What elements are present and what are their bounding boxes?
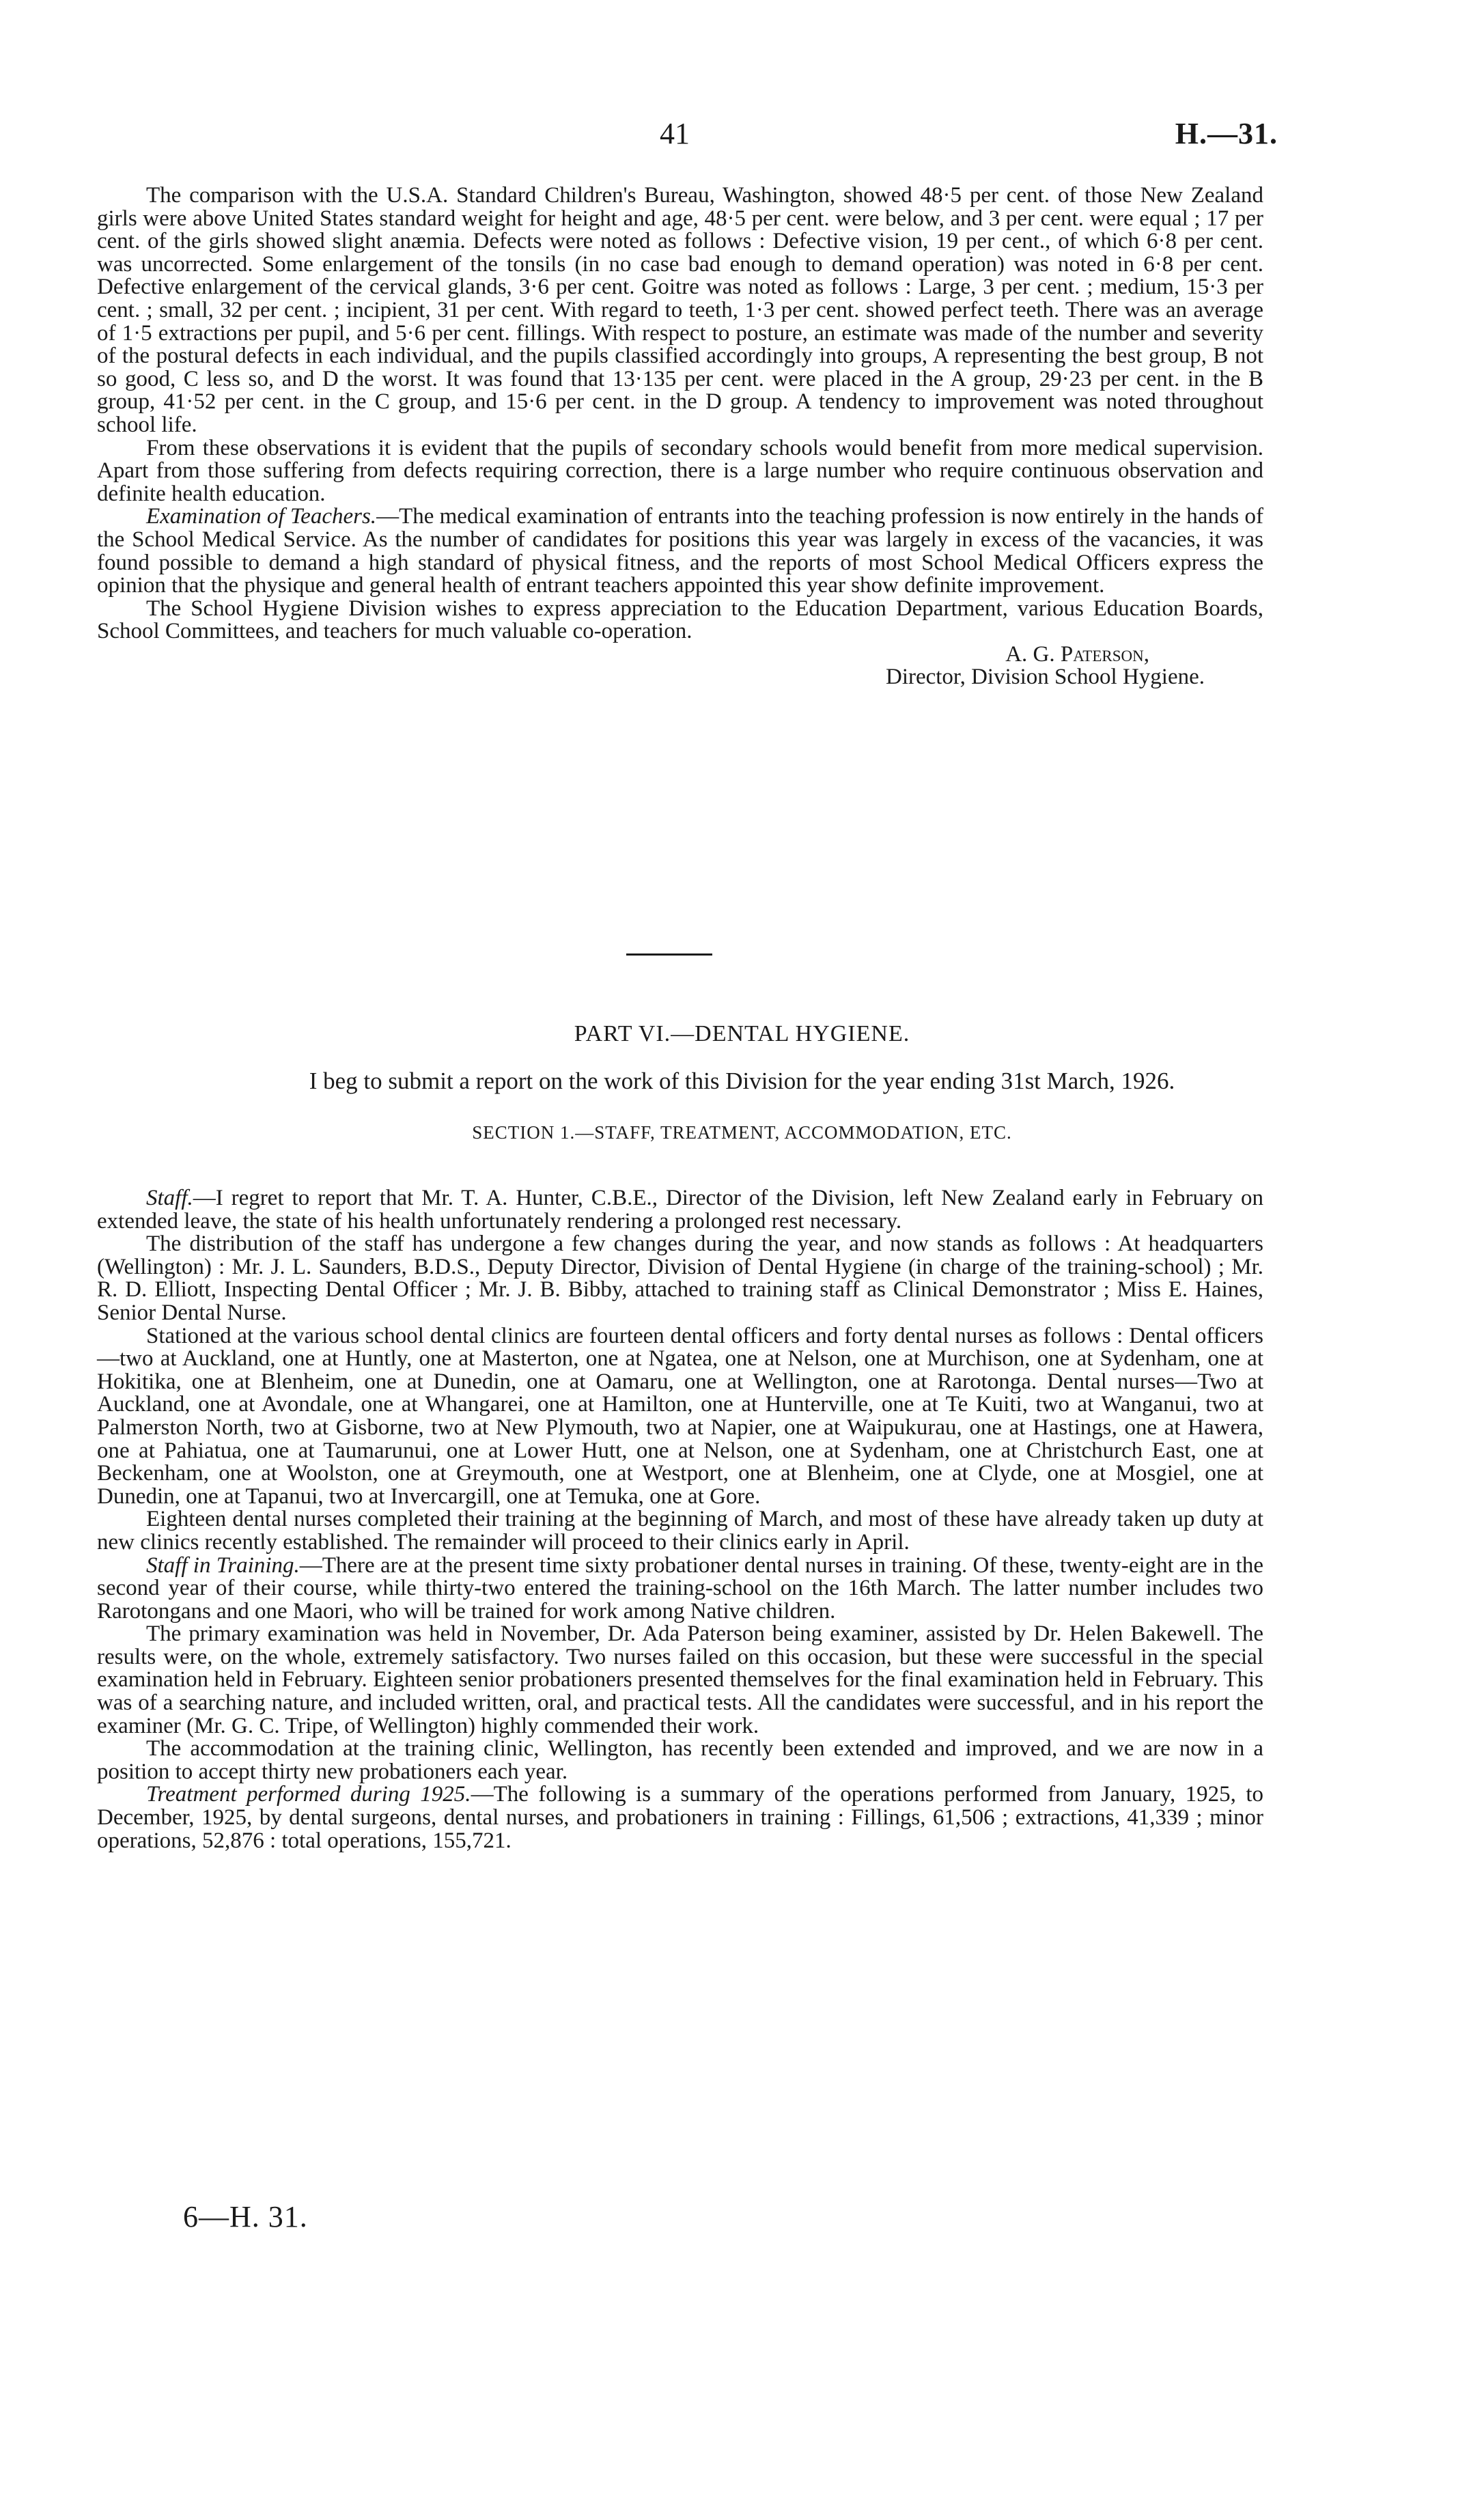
paragraph-text: —There are at the present time sixty probationer dental nurses in training. Of these, twenty-eight are in the second year of their course, while thirty-two entered the training-school on the 16th March. The latter number includes two Rarotongans and one Maori, who will be trained for work among Native children.: [97, 1552, 1263, 1624]
paragraph-accommodation: The accommodation at the training clinic, Wellington, has recently been extended and improved, and we are now in a position to accept thirty new probationers each year.: [97, 1736, 1263, 1784]
paragraph-staff-distribution: The distribution of the staff has undergone a few changes during the year, and now stands as follows : At headquarters (Wellington) : Mr. J. L. Saunders, B.D.S., Deputy Director, Division of Dental Hygiene (in charge of the training-school) ; Mr. R. D. Elliott, Inspecting Dental Officer ; Mr. J. B. Bibby, attached to training staff as Clinical Demonstrator ; Miss E. Haines, Senior Dental Nurse.: [97, 1231, 1263, 1325]
paragraph-staff-in-training: [97, 1552, 1263, 1624]
paragraph-text: —The medical examination of entrants into the teaching profession is now entirely in the hands of the School Medical Service. As the number of candidates for positions this year was largely in excess of the vacancies, it was found possible to demand a high standard of physical fitness, and the reports of most School Medical Officers express the opinion that the physique and general health of entrant teachers appointed this year show definite improvement.: [97, 504, 1263, 598]
paragraph-treatment-performed: [97, 1783, 1263, 1852]
paragraph-nurses-completed: Eighteen dental nurses completed their training at the beginning of March, and most of these have already taken up duty at new clinics recently established. The remainder will proceed to their clinics early in April.: [97, 1507, 1263, 1555]
paragraph-appreciation: The School Hygiene Division wishes to express appreciation to the Education Department, various Education Boards, School Committees, and teachers for much valuable co-operation.: [97, 596, 1263, 644]
school-hygiene-section: [97, 184, 1263, 689]
signatory-name: [97, 643, 1263, 667]
paragraph-comparison: The comparison with the U.S.A. Standard Children's Bureau, Washington, showed 48·5 per cent. of those New Zealand girls were above United States standard weight for height and age, 48·5 per cent. were below, and 3 per cent. were equal ; 17 per cent. of the girls showed slight anæmia. Defects were noted as follows : Defective vision, 19 per cent., of which 6·8 per cent. was uncorrected. Some enlargement of the tonsils (in no case bad enough to demand operation) was noted in 6·8 per cent. Defective enlargement of the cervical glands, 3·6 per cent. Goitre was noted as follows : Large, 3 per cent. ; medium, 15·3 per cent. ; small, 32 per cent. ; incipient, 31 per cent. With regard to teeth, 1·3 per cent. showed perfect teeth. There was an average of 1·5 extractions per pupil, and 5·6 per cent. fillings. With respect to posture, an estimate was made of the number and severity of the postural defects in each individual, and the pupils classified accordingly into groups, A representing the best group, B not so good, C less so, and D the worst. It was found that 13·135 per cent. were placed in the A group, 29·23 per cent. in the B group, 41·52 per cent. in the C group, and 15·6 per cent. in the D group. A tendency to improvement was noted throughout school life.: [97, 183, 1263, 437]
signatory-initials: A. G.: [1005, 641, 1061, 667]
paragraph-clinic-stations: Stationed at the various school dental clinics are fourteen dental officers and forty dental nurses as follows : Dental officers—two at Auckland, one at Huntly, one at Masterton, one at Ngatea, one at Nelson, one at Murchison, one at Sydenham, one at Hokitika, one at Blenheim, one at Dunedin, one at Oamaru, one at Wellington, one at Rarotonga. Dental nurses—Two at Auckland, one at Avondale, one at Whangarei, one at Hamilton, one at Hunterville, one at Te Kuiti, two at Wanganui, two at Palmerston North, two at Gisborne, two at New Plymouth, two at Napier, one at Waipukurau, one at Hastings, one at Hawera, one at Pahiatua, one at Taumarunui, one at Lower Hutt, one at Nelson, one at Sydenham, one at Christchurch East, one at Beckenham, one at Woolston, one at Greymouth, one at Westport, one at Blenheim, one at Clyde, one at Mosgiel, one at Dunedin, one at Tapanui, two at Invercargill, one at Temuka, one at Gore.: [97, 1323, 1263, 1509]
page-number: 41: [660, 117, 690, 150]
paragraph-examination-of-teachers: [97, 505, 1263, 597]
section-title: SECTION 1.—STAFF, TREATMENT, ACCOMMODATION, ETC.: [472, 1122, 1012, 1143]
document-code: H.—31.: [1175, 117, 1278, 150]
run-in-heading: Treatment performed during 1925.: [146, 1782, 471, 1807]
run-in-heading: Staff in Training.: [146, 1552, 300, 1578]
run-in-heading: Staff.: [146, 1186, 193, 1210]
paragraph-examinations: The primary examination was held in November, Dr. Ada Paterson being examiner, assisted by Dr. Helen Bakewell. The results were, on the whole, extremely satisfactory. Two nurses failed on this occasion, but these were successful in the special examination held in February. Eighteen senior probationers presented themselves for the final examination held in February. This was of a searching nature, and included written, oral, and practical tests. All the candidates were successful, and in his report the examiner (Mr. G. C. Tripe, of Wellington) highly commended their work.: [97, 1621, 1263, 1738]
signatory-title: Director, Division School Hygiene.: [885, 665, 1205, 690]
section-divider: [626, 953, 712, 956]
part-intro: I beg to submit a report on the work of this Division for the year ending 31st March, 1926.: [309, 1068, 1175, 1094]
printer-signature-mark: 6—H. 31.: [183, 2200, 308, 2233]
paragraph-observations: From these observations it is evident that the pupils of secondary schools would benefit from more medical supervision. Apart from those suffering from defects requiring correction, there is a large number who require continuous observation and definite health education.: [97, 435, 1263, 506]
run-in-heading: Examination of Teachers.: [146, 504, 377, 529]
paragraph-staff: [97, 1187, 1263, 1233]
signatory-surname: Paterson,: [1060, 641, 1149, 667]
dental-hygiene-section: [97, 1187, 1263, 1852]
paragraph-text: —I regret to report that Mr. T. A. Hunter, C.B.E., Director of the Division, left New Zealand early in February on extended leave, the state of his health unfortunately rendering a prolonged rest necessary.: [97, 1186, 1263, 1234]
page-header: [0, 116, 1484, 157]
part-title: PART VI.—DENTAL HYGIENE.: [574, 1021, 910, 1046]
paragraph-text: —The following is a summary of the operations performed from January, 1925, to December, 1925, by dental surgeons, dental nurses, and probationers in training : Fillings, 61,506 ; extractions, 41,339 ; minor operations, 52,876 : total operations, 155,721.: [97, 1782, 1263, 1853]
